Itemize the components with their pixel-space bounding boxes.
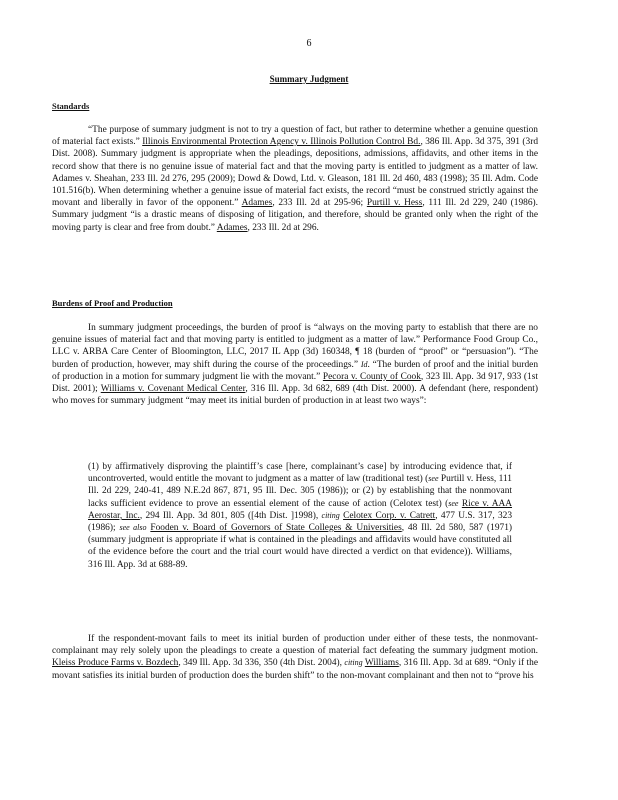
p2-id: Id: [360, 359, 368, 369]
quote-case-fooden: Fooden v. Board of Governors of State Colleges & Universities: [150, 523, 402, 534]
quote-signal-see-2: see: [448, 498, 459, 508]
p3-case-kleiss: Kleiss Produce Farms v. Bozdech: [52, 658, 179, 669]
p1-text-d: , 111 Ill. 2d 229, 240 (1986). Summary judgment “is a drastic means of disposing of litigation, and therefore, should be granted only when the right of the moving party is clear and free from doubt.”: [52, 198, 539, 233]
p2-case-pecora: Pecora v. County of Cook: [322, 371, 421, 382]
p2-text-a: In summary judgment proceedings, the burden of proof is “always on the moving party to establish that there are no genuine issues of material fact and that moving party is entitled to judgment as a matter of law.” Performance Food Group Co., LLC v. ARBA Care Center of Bloomington, LLC, 2017 IL App (3d) 160348, ¶ 18 (burden of “proof” or “persuasion”). “The burden of production, however, may shift during the course of the proceedings.”: [52, 323, 538, 370]
heading-burdens-text: Burdens of Proof and Production: [52, 298, 173, 308]
p3-text-a: If the respondent-movant fails to meet its initial burden of production under either of these tests, the nonmovant-complainant may rely solely upon the pleadings to create a question of material fact defeating the summary judgment motion.: [52, 634, 538, 657]
p1-case-iepa: Illinois Environmental Protection Agency v. Illinois Pollution Control Bd.: [142, 137, 421, 148]
p1-text-e: , 233 Ill. 2d at 296.: [247, 222, 319, 233]
quote-case-celotex: Celotex Corp. v. Catrett: [343, 510, 436, 521]
p1-case-adames: Adames: [241, 198, 273, 209]
section-title: [0, 74, 618, 84]
p3-text-c: , 316 Ill. App. 3d at 689. “Only if the movant satisfies its initial burden of production does the burden shift” to the non-movant complainant and then not to “prove his: [52, 658, 538, 681]
p2-text-c: , 323 Ill. App. 3d 917, 933 (1st Dist. 2001);: [52, 371, 538, 395]
p2-text-d: , 316 Ill. App. 3d 682, 689 (4th Dist. 2000). A defendant (here, respondent) who moves for summary judgment “may meet its initial burden of production in at least two ways”:: [52, 384, 538, 407]
quote-text-d: , 477 U.S. 317, 323 (1986);: [88, 510, 513, 534]
p1-case-purtill: Purtill v. Hess: [366, 198, 423, 209]
quote-text-c: , 294 Ill. App. 3d 801, 805 ([4th Dist. ]1998),: [139, 510, 319, 521]
paragraph-standards: [52, 124, 538, 234]
quote-case-rice: Rice v. AAA Aerostar, Inc.: [88, 498, 513, 521]
quote-text-e: , 48 Ill. 2d 580, 587 (1971) (summary judgment is appropriate if what is contained in the pleadings and affidavits would have constituted all of the evidence before the court and the trial court would have directed a verdict on that evidence)). Williams, 316 Ill. App. 3d at 688-89.: [88, 523, 513, 570]
p2-text-b: . “The burden of proof and the initial burden of production in a motion for summary judgment lie with the movant.”: [52, 359, 539, 382]
p1-text-b: , 386 Ill. App. 3d 375, 391 (3rd Dist. 2008). Summary judgment is appropriate when the pleadings, depositions, admissions, affidavits, and other items in the record show that there is no genuine issue of material fact and that the moving party is entitled to judgment as a matter of law. Adames v. Sheahan, 233 Ill. 2d 276, 295 (2009); Dowd & Dowd, Ltd. v. Gleason, 181 Ill. 2d 460, 483 (1998); 35 Ill. Adm. Code 101.516(b). When determining whether a genuine issue of material fact exists, the record “must be construed strictly against the movant and liberally in favor of the opponent.”: [52, 137, 539, 209]
heading-standards: [52, 101, 89, 111]
p1-text-c: , 233 Ill. 2d at 295-96;: [272, 198, 364, 209]
quote-text-a: (1) by affirmatively disproving the plaintiff’s case [here, complainant’s case] by introducing evidence that, if uncontroverted, would entitle the movant to judgment as a matter of law (traditional test) (: [88, 462, 512, 485]
section-title-text: Summary Judgment: [269, 74, 349, 84]
heading-burdens: [52, 298, 173, 308]
block-quote: [88, 461, 512, 571]
p1-case-adames-2: Adames: [216, 222, 248, 233]
heading-standards-text: Standards: [52, 101, 90, 111]
quote-text-b: Purtill v. Hess, 111 Ill. 2d 229, 240-41, 489 N.E.2d 867, 871, 95 Ill. Dec. 305 (1986)); or (2) by establishing that the nonmovant lacks sufficient evidence to prove an essential element of the cause of action (Celotex test) (: [88, 474, 512, 509]
quote-signal-citing: citing: [321, 510, 340, 520]
p3-signal-citing: citing: [344, 658, 363, 668]
p1-text-a: “The purpose of summary judgment is not to try a question of fact, but rather to determine whether a genuine question of material fact exists.”: [52, 125, 538, 148]
p3-text-b: , 349 Ill. App. 3d 336, 350 (4th Dist. 2004),: [178, 658, 343, 669]
paragraph-burdens: [52, 322, 538, 407]
p2-case-williams: Williams v. Covenant Medical Center: [100, 384, 246, 395]
quote-signal-see: see: [428, 474, 439, 484]
paragraph-burden-shift: [52, 633, 538, 682]
p3-case-williams: Williams: [364, 658, 399, 669]
page-number: 6: [306, 38, 312, 49]
quote-signal-see-also: see also: [119, 523, 147, 533]
